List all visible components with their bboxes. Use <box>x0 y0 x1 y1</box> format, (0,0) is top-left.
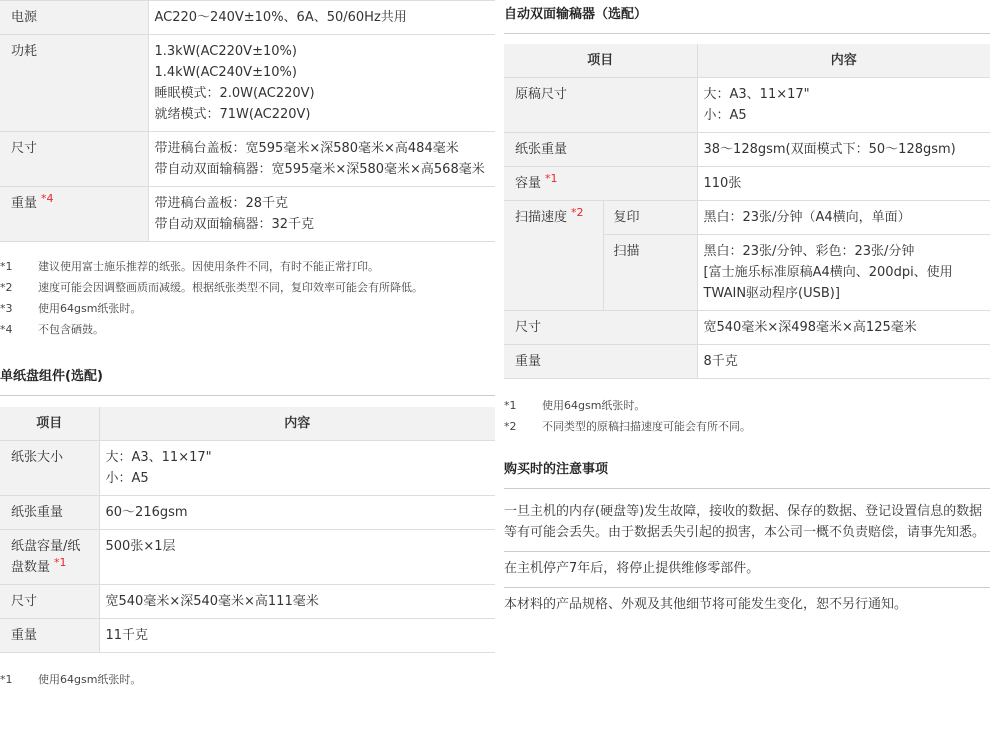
spec-value: 宽540毫米×深498毫米×高125毫米 <box>697 311 990 345</box>
table-row <box>0 1 495 35</box>
table-row <box>0 441 495 496</box>
spec-value: 黑白：23张/分钟（A4横向，单面） <box>697 201 990 235</box>
spec-label: 原稿尺寸 <box>504 78 697 133</box>
footnote-marker: *1 <box>545 172 558 185</box>
spec-value: 11千克 <box>99 619 495 653</box>
table-row <box>504 133 990 167</box>
spec-value: 110张 <box>697 167 990 201</box>
table-header-row <box>504 44 990 78</box>
spec-label: 纸盘容量/纸盘数量 $^{*1}$ <box>0 530 99 585</box>
footnotes <box>0 256 495 340</box>
spec-label: 纸张重量 <box>0 496 99 530</box>
purchase-notes <box>504 495 990 623</box>
table-row <box>0 132 495 187</box>
table-header-row <box>0 407 495 441</box>
footnote: *2 速度可能会因调整画质而减缓。根据纸张类型不同，复印效率可能会有所降低。 <box>0 281 423 294</box>
spec-value: 黑白：23张/分钟、彩色：23张/分钟 [富士施乐标准原稿A4横向、200dpi、使用TWAIN驱动程序(USB)] <box>697 235 990 311</box>
spec-value: 8千克 <box>697 345 990 379</box>
spec-value: AC220～240V±10%、6A、50/60Hz共用 <box>148 1 495 35</box>
table-row <box>0 585 495 619</box>
footnote: *3 使用64gsm纸张时。 <box>0 302 142 315</box>
table-row <box>504 78 990 133</box>
table-row <box>0 619 495 653</box>
notice-paragraph: 本材料的产品规格、外观及其他细节将可能发生变化，恕不另行通知。 <box>504 597 908 612</box>
column-header-item: 项目 <box>504 44 697 78</box>
spec-label: 重量 <box>504 345 697 379</box>
table-row <box>0 496 495 530</box>
column-header-content: 内容 <box>99 407 495 441</box>
table-row <box>0 187 495 242</box>
column-header-item: 项目 <box>0 407 99 441</box>
footnote: *1 使用64gsm纸张时。 <box>0 673 142 686</box>
footnote-marker: *2 <box>571 206 584 219</box>
column-header-content: 内容 <box>697 44 990 78</box>
spec-sublabel: 复印 <box>603 201 697 235</box>
spec-label: 功耗 <box>0 35 148 132</box>
spec-label: 纸张重量 <box>504 133 697 167</box>
notice-paragraph: 一旦主机的内存(硬盘等)发生故障，接收的数据、保存的数据、登记设置信息的数据等有可能会丢失。由于数据丢失引起的损害，本公司一概不负责赔偿，请事先知悉。 <box>504 495 990 552</box>
spec-value: 38～128gsm(双面模式下：50～128gsm) <box>697 133 990 167</box>
spec-value: 宽540毫米×深540毫米×高111毫米 <box>99 585 495 619</box>
left-column <box>0 0 495 690</box>
adf-spec-table <box>504 44 990 379</box>
spec-label: 尺寸 <box>504 311 697 345</box>
table-row <box>504 201 990 235</box>
spec-value: 带进稿台盖板：28千克 带自动双面输稿器：32千克 <box>148 187 495 242</box>
footnote: *1 建议使用富士施乐推荐的纸张。因使用条件不同，有时不能正常打印。 <box>0 260 379 273</box>
table-row <box>0 35 495 132</box>
table-row <box>504 345 990 379</box>
footnotes <box>0 669 495 690</box>
tray-spec-table <box>0 407 495 653</box>
section-title: 单纸盘组件(选配) <box>0 368 495 396</box>
spec-label: 尺寸 <box>0 132 148 187</box>
spec-label: 电源 <box>0 1 148 35</box>
spec-label: 纸张大小 <box>0 441 99 496</box>
footnote: *2 不同类型的原稿扫描速度可能会有所不同。 <box>504 420 751 433</box>
notice-paragraph: 在主机停产7年后，将停止提供维修零部件。 <box>504 552 990 588</box>
spec-value: 60～216gsm <box>99 496 495 530</box>
section-title: 自动双面输稿器（选配） <box>504 6 990 34</box>
table-row <box>0 530 495 585</box>
spec-label: 尺寸 <box>0 585 99 619</box>
spec-value: 1.3kW(AC220V±10%) 1.4kW(AC240V±10%) 睡眠模式：2.0W(AC220V) 就绪模式：71W(AC220V) <box>148 35 495 132</box>
spec-label: 重量 <box>0 619 99 653</box>
spec-value: 大：A3、11×17" 小：A5 <box>697 78 990 133</box>
footnote-marker: *1 <box>54 556 67 569</box>
spec-value: 大：A3、11×17" 小：A5 <box>99 441 495 496</box>
table-row <box>504 311 990 345</box>
footnote-marker: *4 <box>41 192 54 205</box>
spec-label: 扫描速度 $^{*2}$ <box>504 201 603 311</box>
spec-label: 容量 $^{*1}$ <box>504 167 697 201</box>
table-row <box>504 167 990 201</box>
footnote: *1 使用64gsm纸张时。 <box>504 399 646 412</box>
spec-value: 500张×1层 <box>99 530 495 585</box>
footnotes <box>504 395 990 437</box>
spec-label: 重量 $^{*4}$ <box>0 187 148 242</box>
spec-value: 带进稿台盖板：宽595毫米×深580毫米×高484毫米 带自动双面输稿器：宽595毫米×深580毫米×高568毫米 <box>148 132 495 187</box>
section-title: 购买时的注意事项 <box>504 461 990 489</box>
main-spec-table <box>0 0 495 242</box>
right-column <box>504 6 990 623</box>
spec-sublabel: 扫描 <box>603 235 697 311</box>
footnote: *4 不包含硒鼓。 <box>0 323 104 336</box>
